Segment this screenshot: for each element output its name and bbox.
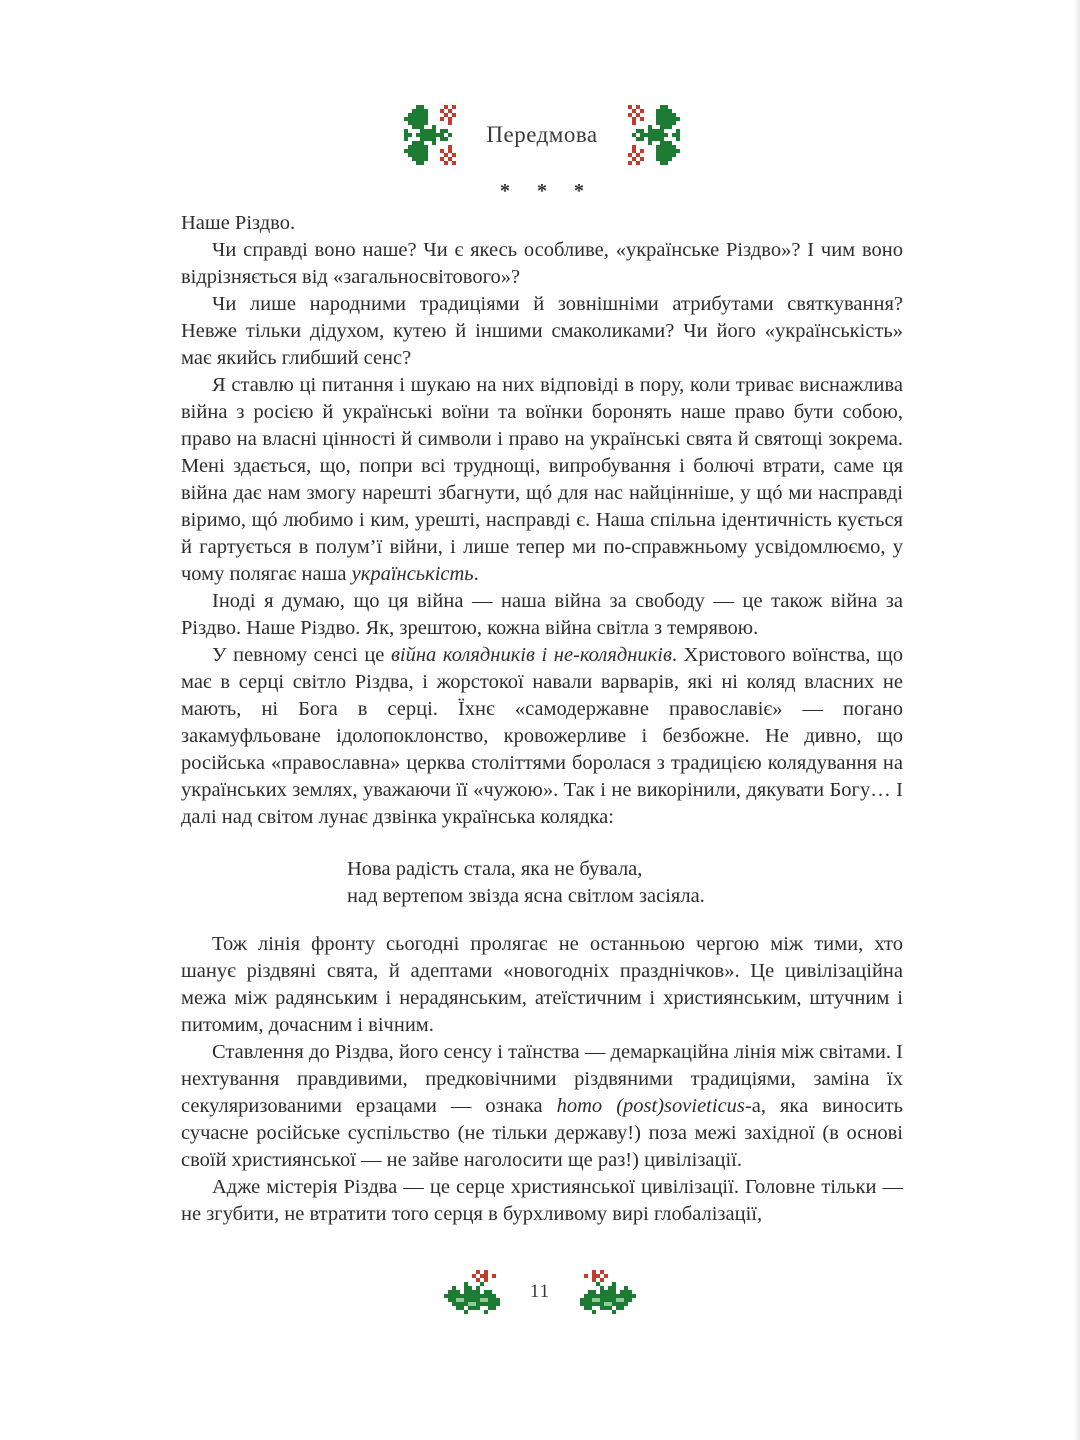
text-run: . [473, 563, 479, 585]
chapter-header [181, 103, 903, 167]
page-footer [0, 1270, 1080, 1314]
paragraph [181, 1174, 903, 1228]
paragraph [181, 291, 903, 372]
paragraph [181, 210, 903, 237]
holly-cross-stitch-right-icon [624, 105, 680, 165]
text-run: Наше Різдво. [181, 212, 296, 234]
text-run: -а, яка виносить сучасне російське суспільство (не тільки державу!) поза межі західної (в основі своїй християнської — не зайве наголосити ще раз!) цивілізації. [181, 1095, 903, 1171]
text-run: Ставлення до Різдва, його сенсу і таїнства — демаркаційна лінія між світами. І нехтування правдивими, предковічними різдвяними традиціями, заміна їх секуляризованими ерзацами — ознака [181, 1041, 903, 1117]
paragraph [181, 1039, 903, 1174]
paragraph [181, 931, 903, 1039]
text-run: У певному сенсі це [212, 644, 392, 666]
paragraph-group-before-verse [181, 210, 903, 831]
paragraph [181, 642, 903, 831]
paragraph [181, 372, 903, 588]
italic-phrase: homo (post)sovieticus [556, 1095, 745, 1117]
text-run: Я ставлю ці питання і шукаю на них відповіді в пору, коли триває виснажлива війна з росією й українські воїни та воїнки боронять наше право бути собою, право на власні цінності й символи і право на українські свята й святощі зокрема. Мені здається, що, попри всі труднощі, випробування і болючі втрати, саме ця війна дає нам змогу нарешті збагнути, щó для нас найцінніше, у щó ми насправді віримо, щó любимо і ким, урешті, насправді є. Наша спільна ідентичність кується й гартується в полум’ї війни, і лише тепер ми по-справжньому усвідомлюємо, у чому полягає наша [181, 374, 903, 585]
holly-sprig-left-icon [444, 1270, 508, 1314]
verse-line: над вертепом звізда ясна світлом засіяла. [347, 885, 705, 907]
paragraph [181, 237, 903, 291]
holly-cross-stitch-left-icon [404, 105, 460, 165]
body-text [181, 210, 903, 1228]
verse-line: Нова радість стала, яка не бувала, [347, 858, 643, 880]
text-run: Адже містерія Різдва — це серце християнської цивілізації. Головне тільки — не згубити, не втратити того серця в бурхливому вирі глобалізації, [181, 1176, 903, 1225]
text-run: . Христового воїнства, що має в серці світло Різдва, і жорстокої навали варварів, які ні коляд власних не мають, ні Бога в серці. Їхнє «самодержавне православіє» — погано закамуфльоване ідолопоклонство, кровожерливе і безбожне. Не дивно, що російська «православна» церква століттями боролася з традицією колядування на українських землях, уважаючи її «чужою». Так і не викорінили, дякувати Богу… І далі над світом лунає дзвінка українська колядка: [181, 644, 903, 828]
italic-phrase: війна колядників і не-колядників [391, 644, 672, 666]
page-title: Передмова [486, 122, 598, 147]
section-divider: * * * [500, 180, 595, 202]
verse-block [347, 856, 903, 910]
text-run: Чи лише народними традиціями й зовнішніми атрибутами святкування? Невже тільки дідухом, кутею й іншими смаколиками? Чи його «українськість» має якийсь глибший сенс? [181, 293, 903, 369]
text-run: Іноді я думаю, що ця війна — наша війна за свободу — це також війна за Різдво. Наше Різдво. Як, зрештою, кожна війна світла з темрявою. [181, 590, 903, 639]
italic-phrase: українськість [351, 563, 474, 585]
paragraph [181, 588, 903, 642]
text-run: Тож лінія фронту сьогодні пролягає не останньою чергою між тими, хто шанує різдвяні свята, й адептами «новогодніх празднічков». Це цивілізаційна межа між радянським і нерадянським, атеїстичним і християнським, штучним і питомим, дочасним і вічним. [181, 933, 903, 1036]
holly-sprig-right-icon [572, 1270, 636, 1314]
text-run: Чи справді воно наше? Чи є якесь особливе, «українське Різдво»? І чим воно відрізняється від «загальносвітового»? [181, 239, 903, 288]
page-content [181, 103, 903, 1228]
page-edge-shadow [1074, 0, 1080, 1440]
page-number: 11 [529, 1281, 551, 1302]
paragraph-group-after-verse [181, 931, 903, 1228]
